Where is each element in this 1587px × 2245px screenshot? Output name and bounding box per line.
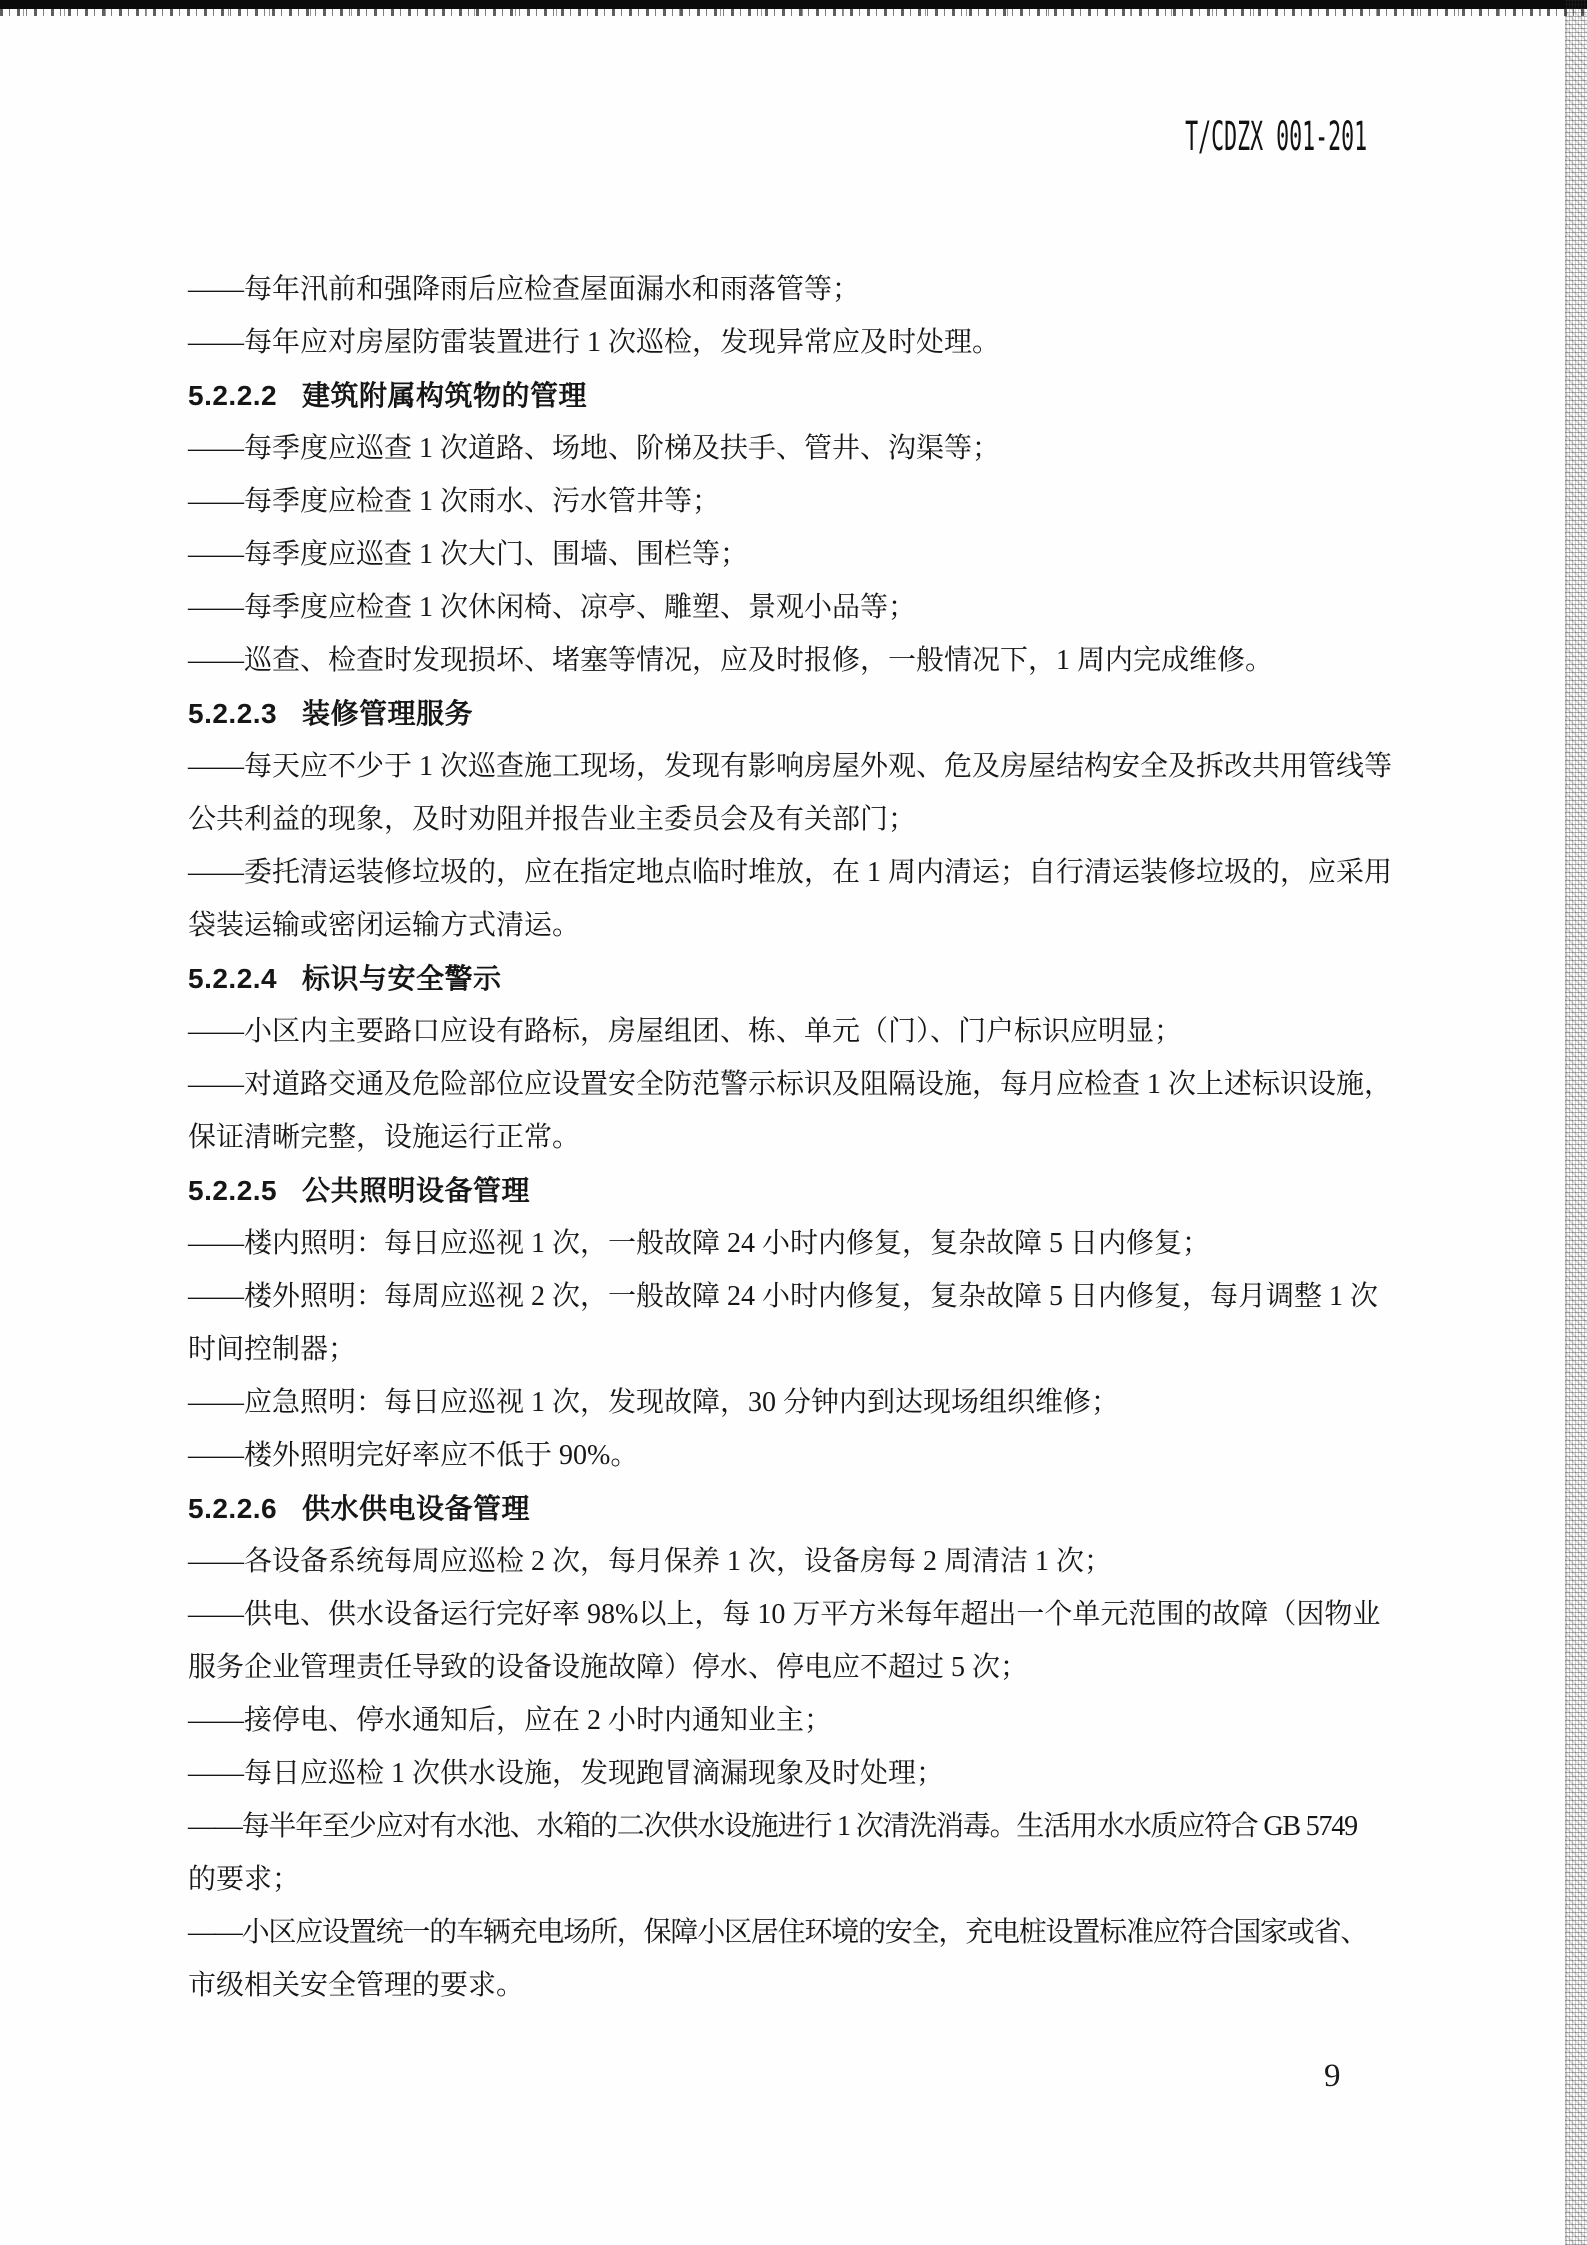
text-line: ——楼外照明完好率应不低于 90%。: [188, 1440, 639, 1471]
document-body: [188, 263, 1393, 2012]
clause-header-line: 5.2.2.6 供水供电设备管理: [188, 1493, 530, 1524]
clause-header-line: 5.2.2.2 建筑附属构筑物的管理: [188, 380, 587, 411]
text-line: ——楼内照明：每日应巡视 1 次，一般故障 24 小时内修复，复杂故障 5 日内修复；: [188, 1228, 1211, 1259]
document-code: T/CDZX 001-201: [1184, 114, 1367, 160]
text-line: ——供电、供水设备运行完好率 98%以上，每 10 万平方米每年超出一个单元范围的故障（因物业: [188, 1599, 1381, 1630]
text-line: ——委托清运装修垃圾的，应在指定地点临时堆放，在 1 周内清运；自行清运装修垃圾的，应采用: [188, 857, 1393, 888]
text-line: 的要求；: [188, 1864, 301, 1895]
text-line: ——每季度应巡查 1 次大门、围墙、围栏等；: [188, 539, 749, 570]
scan-edge-top-artifact: [0, 0, 1587, 9]
text-line: ——每季度应检查 1 次雨水、污水管井等；: [188, 486, 721, 517]
page-number: 9: [1324, 2058, 1341, 2094]
text-line: ——每日应巡检 1 次供水设施，发现跑冒滴漏现象及时处理；: [188, 1758, 945, 1789]
clause-header-line: 5.2.2.3 装修管理服务: [188, 698, 473, 729]
text-line: ——每年汛前和强降雨后应检查屋面漏水和雨落管等；: [188, 274, 861, 305]
scan-noise-right-artifact: [1565, 0, 1587, 2245]
text-line: ——小区内主要路口应设有路标，房屋组团、栋、单元（门）、门户标识应明显；: [188, 1016, 1183, 1047]
clause-header-line: 5.2.2.4 标识与安全警示: [188, 963, 502, 994]
text-line: 市级相关安全管理的要求。: [188, 1970, 525, 2001]
text-line: ——巡查、检查时发现损坏、堵塞等情况，应及时报修，一般情况下，1 周内完成维修。: [188, 645, 1274, 676]
text-line: ——小区应设置统一的车辆充电场所，保障小区居住环境的安全，充电桩设置标准应符合国家或省、: [188, 1917, 1368, 1948]
text-line: 保证清晰完整，设施运行正常。: [188, 1122, 581, 1153]
text-line: 公共利益的现象，及时劝阻并报告业主委员会及有关部门；: [188, 804, 917, 835]
text-line: 时间控制器；: [188, 1334, 357, 1365]
text-line: ——每年应对房屋防雷装置进行 1 次巡检，发现异常应及时处理。: [188, 327, 1001, 358]
clause-header-line: 5.2.2.5 公共照明设备管理: [188, 1175, 530, 1206]
text-line: ——接停电、停水通知后，应在 2 小时内通知业主；: [188, 1705, 833, 1736]
text-line: ——楼外照明：每周应巡视 2 次，一般故障 24 小时内修复，复杂故障 5 日内修复，每月调整 1 次: [188, 1281, 1379, 1312]
text-line: ——每天应不少于 1 次巡查施工现场，发现有影响房屋外观、危及房屋结构安全及拆改共用管线等: [188, 751, 1393, 782]
text-line: 服务企业管理责任导致的设备设施故障）停水、停电应不超过 5 次；: [188, 1652, 1029, 1683]
text-line: 袋装运输或密闭运输方式清运。: [188, 910, 581, 941]
text-line: ——应急照明：每日应巡视 1 次，发现故障，30 分钟内到达现场组织维修；: [188, 1387, 1120, 1418]
text-line: ——对道路交通及危险部位应设置安全防范警示标识及阻隔设施，每月应检查 1 次上述标识设施，: [188, 1069, 1393, 1100]
text-line: ——各设备系统每周应巡检 2 次，每月保养 1 次，设备房每 2 周清洁 1 次；: [188, 1546, 1113, 1577]
text-line: ——每季度应巡查 1 次道路、场地、阶梯及扶手、管井、沟渠等；: [188, 433, 1001, 464]
text-line: ——每季度应检查 1 次休闲椅、凉亭、雕塑、景观小品等；: [188, 592, 917, 623]
text-line: ——每半年至少应对有水池、水箱的二次供水设施进行 1 次清洗消毒。生活用水水质应符合 GB 5749: [188, 1811, 1357, 1842]
